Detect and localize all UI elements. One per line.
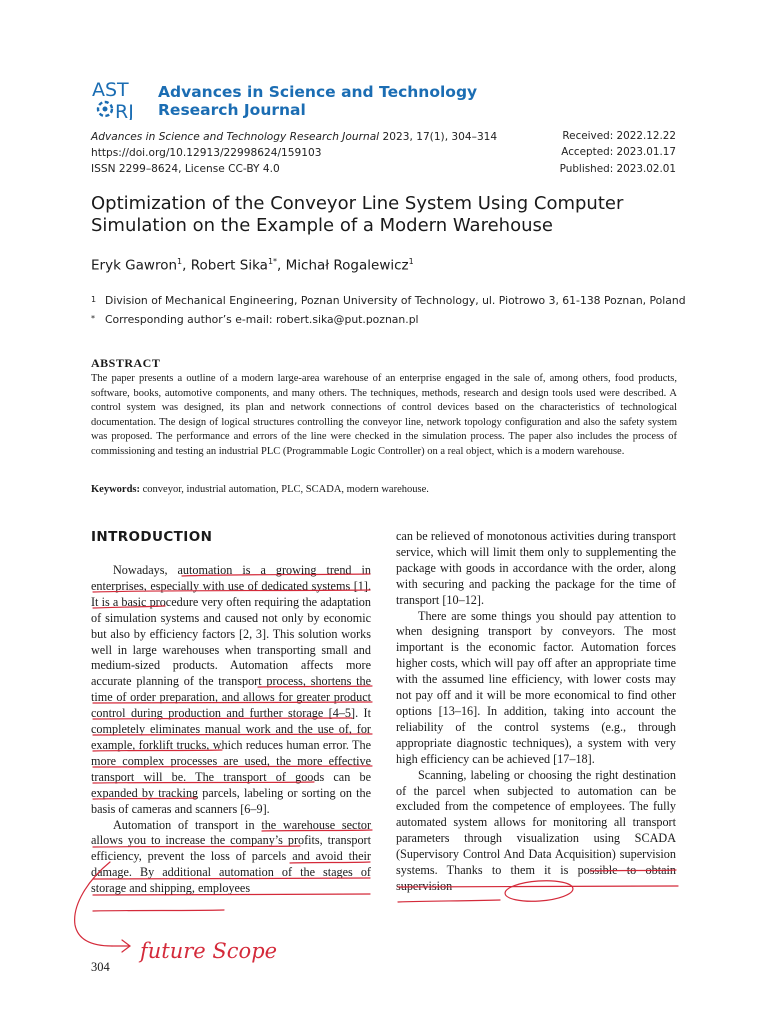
corresponding-mark: * <box>91 314 95 323</box>
paragraph: Scanning, labeling or choosing the right destination of the parcel when subjected to automation can be excluded from the competence of employees. The fully automated system allows for monitoring all transport parameters through visualization using SCADA (Supervisory Control And Data Acquisition) supervision systems. Thanks to them it is possible to obtain supervision <box>396 767 676 893</box>
text-column-left <box>91 563 371 897</box>
citation-line <box>91 129 531 145</box>
paragraph: There are some things you should pay attention to when designing transport by conveyors. The most important is the economic factor. Automation forces higher costs, which will pay off after an appropriate time with the assumed line efficiency, with lower costs may not pay off and it will be more economical to find other options [13–16]. In addition, taking into account the reliability of the control systems (e.g., through appropriate diagnostic techniques), a system with very high efficiency can be achieved [17–18]. <box>396 608 676 766</box>
affiliation-mark: 1 <box>91 295 97 304</box>
dates-block <box>540 128 676 177</box>
paper-title <box>91 193 691 237</box>
paper-title-line1: Optimization of the Conveyor Line System Using Computer <box>91 193 624 214</box>
paragraph: Automation of transport in the warehouse sector allows you to increase the company’s profits, transport efficiency, prevent the loss of parcels and avoid their damage. By additional automation of the stages of storage and shipping, employees <box>91 817 371 896</box>
corresponding-email: Corresponding author’s e-mail: robert.sika@put.poznan.pl <box>105 313 419 326</box>
author-list: Eryk Gawron$^1$, Robert Sika$^{1*}$, Michał Rogalewicz$^1$ <box>91 257 414 274</box>
paragraph: can be relieved of monotonous activities during transport service, which will limit them only to supplementing the package with goods in accordance with the order, along with securing and packing the package for the time of transport [10–12]. <box>396 529 676 607</box>
author-affil-mark: 1 <box>408 257 414 266</box>
paragraph: Nowadays, automation is a growing trend in enterprises, especially with use of dedicated systems [1]. It is a basic procedure very often requiring the adaptation of simulation systems and caused not only by economic but also by efficiency factors [2, 3]. This solution works well in large warehouses when transporting small and medium-sized products. Automation affects more accurate planning of the transport process, shortens the time of order preparation, and allows for greater product control during production and further storage [4–5]. It completely eliminates manual work and the use of, for example, forklift trucks, which reduces human error. The more complex processes are used, the more effective transport will be. The transport of goods can be expanded by tracking parcels, labeling or sorting on the basis of cameras and scanners [6–9]. <box>91 563 371 816</box>
keywords-list: conveyor, industrial automation, PLC, SCADA, modern warehouse. <box>140 484 429 495</box>
paper-title-line2: Simulation on the Example of a Modern Warehouse <box>91 215 553 236</box>
affiliation-text: Division of Mechanical Engineering, Poznan University of Technology, ul. Piotrowo 3, 61-138 Poznan, Poland <box>105 294 686 307</box>
keywords <box>91 484 677 495</box>
underline-mark <box>398 900 500 902</box>
corresponding-line <box>91 310 691 329</box>
underline-mark <box>93 910 224 911</box>
journal-name-line2: Research Journal <box>158 101 306 119</box>
author-affil-mark: 1* <box>267 257 278 266</box>
received-date: Received: 2022.12.22 <box>562 130 676 142</box>
author-affil-mark: 1 <box>177 257 183 266</box>
accepted-date: Accepted: 2023.01.17 <box>561 146 676 159</box>
author-name: Michał Rogalewicz <box>285 257 409 274</box>
arrow-icon <box>112 940 130 952</box>
journal-logo-mark <box>92 78 150 120</box>
affiliation-line <box>91 291 691 310</box>
author-name: Robert Sika <box>190 257 268 274</box>
text-column-right <box>396 529 676 895</box>
citation-block <box>91 129 531 177</box>
logo-text-top: AST <box>92 79 129 101</box>
author-name: Eryk Gawron <box>91 257 178 274</box>
journal-logo <box>92 78 150 120</box>
journal-name <box>158 83 478 119</box>
published-date: Published: 2023.02.01 <box>559 162 676 175</box>
keywords-label: Keywords: <box>91 484 140 495</box>
citation-volume: 2023, 17(1), 304–314 <box>379 131 498 143</box>
section-heading-introduction: INTRODUCTION <box>91 529 213 545</box>
page-number: 304 <box>91 960 110 974</box>
issn-license: ISSN 2299–8624, License CC-BY 4.0 <box>91 163 280 175</box>
affiliations <box>91 291 691 329</box>
handwritten-note: future Scope <box>140 939 278 963</box>
doi-link[interactable]: https://doi.org/10.12913/22998624/159103 <box>91 147 322 159</box>
abstract-heading: ABSTRACT <box>91 356 161 370</box>
gear-hub-icon <box>103 107 108 112</box>
logo-text-bottom: RJ <box>115 101 134 120</box>
citation-journal: Advances in Science and Technology Research Journal <box>91 131 380 143</box>
abstract-text: The paper presents a outline of a modern large-area warehouse of an enterprise engaged in the sale of, among others, food products, software, books, automotive components, and many others. The techniques, methods, research and design tools used were described. A control system was designed, its plan and network connections of control devices based on the characteristics of technological documentation. The design of logical structures controlling the conveyor line, network topology configuration and also the safety system was proposed. The performance and errors of the line were checked in the simulation process. The paper also includes the process of commissioning and testing an industrial PLC (Programmable Logic Controller) on a real object, which is a modern warehouse. <box>91 373 677 457</box>
journal-name-line1: Advances in Science and Technology <box>158 83 478 101</box>
